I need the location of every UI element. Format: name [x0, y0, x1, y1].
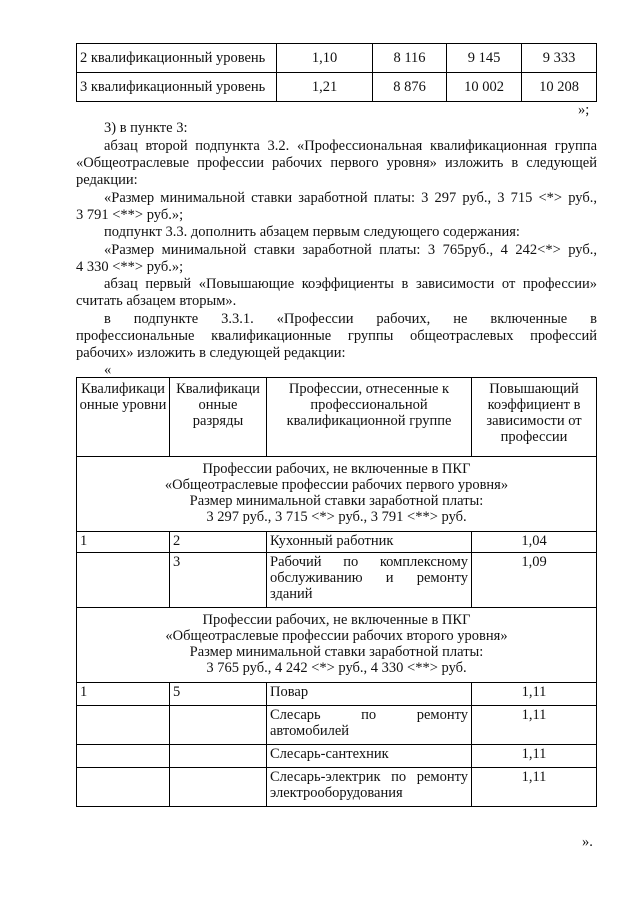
header-line: профессиональной: [310, 397, 428, 413]
cell-coefficient: 1,11: [472, 683, 597, 706]
cell-coefficient: 1,11: [472, 706, 597, 745]
cell-coefficient: 1,04: [472, 532, 597, 553]
paragraph-line: 4 330 <**> руб.»;: [76, 259, 184, 275]
header-line: разряды: [192, 413, 244, 429]
group-1-header: [77, 457, 597, 532]
table-cell: 2 квалификационный уровень: [77, 44, 277, 73]
cell-coefficient: 1,11: [472, 745, 597, 768]
table-cell: 3 квалификационный уровень: [77, 73, 277, 102]
paragraph-item-3: 3) в пункте 3:: [104, 120, 188, 136]
group-line: Размер минимальной ставки заработной платы:: [189, 493, 484, 509]
group-line: Размер минимальной ставки заработной платы:: [189, 644, 484, 660]
cell-profession: Повар: [267, 683, 472, 706]
paragraph-line: рабочих» изложить в следующей редакции:: [76, 345, 346, 361]
table-row: [77, 532, 597, 553]
qualification-salary-table: [76, 43, 597, 102]
table-row: [77, 683, 597, 706]
header-qualification-grades: [170, 378, 267, 457]
table-row: [77, 768, 597, 807]
header-line: онные: [198, 397, 238, 413]
cell-level: [77, 768, 170, 807]
cell-profession: Рабочий по комплексному обслуживанию и ремонту зданий: [267, 553, 472, 608]
cell-level: 1: [77, 683, 170, 706]
group-header-row: [77, 608, 597, 683]
cell-grade: [170, 745, 267, 768]
cell-grade: [170, 706, 267, 745]
group-2-header: [77, 608, 597, 683]
table-row: [77, 745, 597, 768]
closing-quote-final: ».: [582, 834, 593, 850]
cell-level: 1: [77, 532, 170, 553]
paragraph-line: «Общеотраслевые профессии рабочих первого уровня» изложить в следующей: [76, 155, 597, 171]
paragraph-line: «Размер минимальной ставки заработной платы: 3 765руб., 4 242<*> руб.,: [104, 242, 597, 258]
professions-coefficients-table: [76, 377, 597, 807]
paragraph-line: абзац первый «Повышающие коэффициенты в зависимости от профессии»: [104, 276, 597, 292]
group-line: Профессии рабочих, не включенные в ПКГ: [202, 461, 471, 477]
cell-profession: Слесарь-сантехник: [267, 745, 472, 768]
header-line: профессии: [500, 429, 568, 445]
table-cell: 10 208: [522, 73, 597, 102]
cell-grade: [170, 768, 267, 807]
paragraph-line: «Размер минимальной ставки заработной платы: 3 297 руб., 3 715 <*> руб.,: [104, 190, 597, 206]
cell-grade: 5: [170, 683, 267, 706]
group-line: «Общеотраслевые профессии рабочих второго уровня»: [165, 628, 508, 644]
header-line: квалификационной группе: [286, 413, 452, 429]
header-coefficient: [472, 378, 597, 457]
group-line: 3 765 руб., 4 242 <*> руб., 4 330 <**> руб.: [206, 660, 467, 676]
table-cell: 1,21: [277, 73, 373, 102]
header-qualification-levels: [77, 378, 170, 457]
table-cell: 10 002: [447, 73, 522, 102]
header-professions: [267, 378, 472, 457]
table-cell: 8 876: [373, 73, 447, 102]
cell-profession: Слесарь-электрик по ремонту электрооборудования: [267, 768, 472, 807]
closing-quote: »;: [578, 102, 590, 118]
cell-profession: Кухонный работник: [267, 532, 472, 553]
group-line: 3 297 руб., 3 715 <*> руб., 3 791 <**> руб.: [206, 509, 467, 525]
cell-coefficient: 1,09: [472, 553, 597, 608]
group-line: Профессии рабочих, не включенные в ПКГ: [202, 612, 471, 628]
table-cell: 8 116: [373, 44, 447, 73]
paragraph-line: редакции:: [76, 172, 138, 188]
header-line: Квалификаци: [176, 381, 260, 397]
cell-coefficient: 1,11: [472, 768, 597, 807]
table-cell: 9 333: [522, 44, 597, 73]
table-header-row: [77, 378, 597, 457]
header-line: Повышающий: [489, 381, 579, 397]
paragraph-line: в подпункте 3.3.1. «Профессии рабочих, не включенные в: [104, 311, 597, 327]
header-line: коэффициент в: [487, 397, 581, 413]
cell-profession: Слесарь по ремонту автомобилей: [267, 706, 472, 745]
table-cell: 9 145: [447, 44, 522, 73]
cell-grade: 3: [170, 553, 267, 608]
table-cell: 1,10: [277, 44, 373, 73]
group-header-row: [77, 457, 597, 532]
table-row: [77, 706, 597, 745]
header-line: Квалификаци: [81, 381, 165, 397]
table-row: [77, 553, 597, 608]
paragraph-line: 3 791 <**> руб.»;: [76, 207, 184, 223]
table-row: [77, 44, 597, 73]
header-line: онные уровни: [79, 397, 167, 413]
cell-level: [77, 706, 170, 745]
cell-level: [77, 745, 170, 768]
table-row: [77, 73, 597, 102]
cell-level: [77, 553, 170, 608]
cell-grade: 2: [170, 532, 267, 553]
paragraph-line: подпункт 3.3. дополнить абзацем первым следующего содержания:: [104, 224, 520, 240]
header-line: Профессии, отнесенные к: [288, 381, 450, 397]
header-line: зависимости от: [486, 413, 582, 429]
paragraph-line: считать абзацем вторым».: [76, 293, 237, 309]
opening-quote: «: [104, 362, 112, 378]
paragraph-line: профессиональные квалификационные группы общеотраслевых профессий: [76, 328, 597, 344]
paragraph-line: абзац второй подпункта 3.2. «Профессиональная квалификационная группа: [104, 138, 597, 154]
group-line: «Общеотраслевые профессии рабочих первого уровня»: [164, 477, 509, 493]
